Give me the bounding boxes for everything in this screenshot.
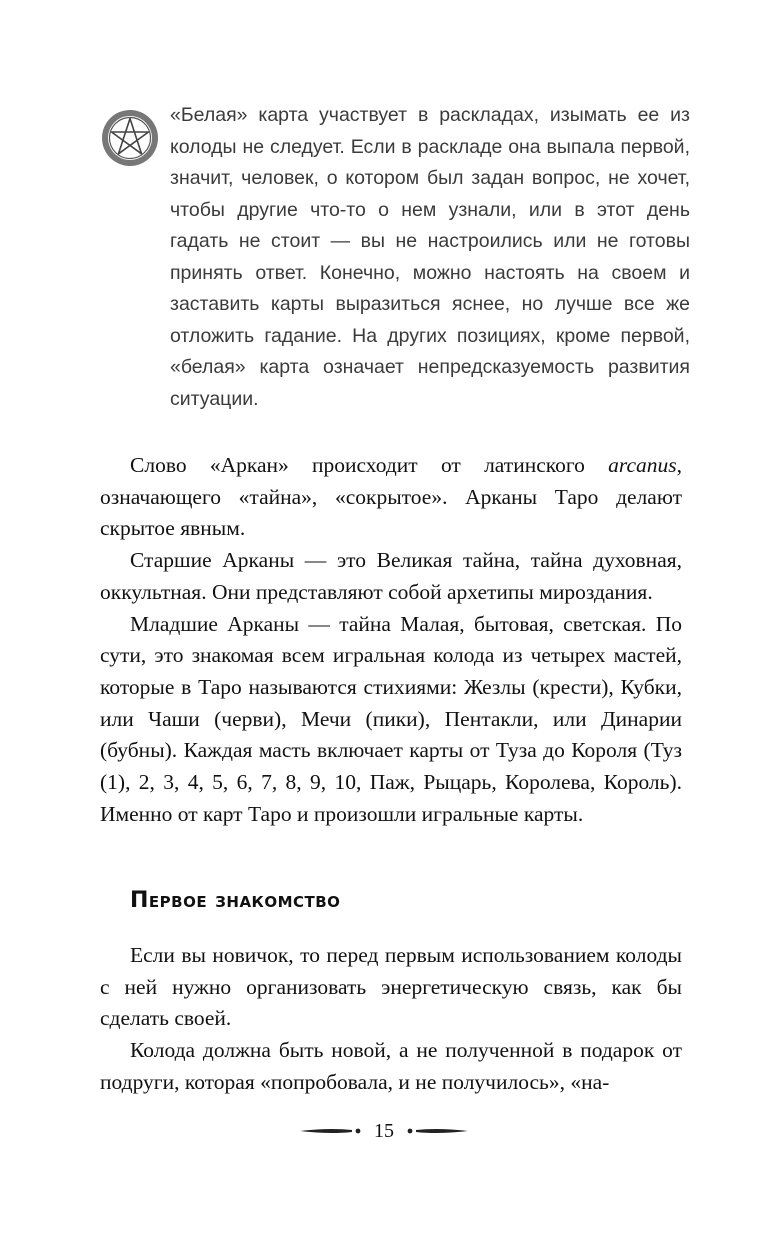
page-number: 15 bbox=[374, 1119, 394, 1142]
section-heading: Первое знакомство bbox=[130, 888, 341, 913]
paragraph-segment: , означающего «тайна», «сокрытое». Арканы Таро делают скрытое явным. bbox=[100, 453, 682, 541]
intro-text-block bbox=[100, 450, 682, 830]
paragraph-arcana-origin bbox=[100, 450, 682, 545]
right-ornament-icon bbox=[406, 1125, 468, 1137]
section-text-block bbox=[100, 940, 682, 1099]
pentacle-icon bbox=[100, 108, 160, 168]
latin-term: arcanus bbox=[608, 453, 677, 477]
paragraph-segment: Слово «Аркан» происходит от латинского bbox=[130, 453, 609, 477]
note-box bbox=[170, 100, 690, 415]
page-footer bbox=[0, 1116, 768, 1146]
left-ornament-icon bbox=[300, 1125, 362, 1137]
paragraph-newbie: Если вы новичок, то перед первым использованием колоды с ней нужно организовать энергетическую связь, как бы сделать своей. bbox=[100, 943, 682, 1031]
note-text: «Белая» карта участвует в раскладах, изымать ее из колоды не следует. Если в раскладе она выпала первой, значит, человек, о котором был задан вопрос, не хочет, чтобы другие что-то о нем узнали, или в этот день гадать не стоит — вы не настроились или не готовы принять ответ. Конечно, можно настоять на своем и заставить карты выразиться яснее, но лучше все же отложить гадание. На других позициях, кроме первой, «белая» карта означает непредсказуемость развития ситуации. bbox=[170, 104, 690, 410]
paragraph-new-deck: Колода должна быть новой, а не полученной в подарок от подруги, которая «попробовала, и не получилось», «на- bbox=[100, 1038, 682, 1094]
paragraph-major-arcana: Старшие Арканы — это Великая тайна, тайна духовная, оккультная. Они представляют собой архетипы мироздания. bbox=[100, 548, 682, 604]
paragraph-minor-arcana: Младшие Арканы — тайна Малая, бытовая, светская. По сути, это знакомая всем игральная колода из четырех мастей, которые в Таро называются стихиями: Жезлы (крести), Кубки, или Чаши (черви), Мечи (пики), Пентакли, или Динарии (бубны). Каждая масть включает карты от Туза до Короля (Туз (1), 2, 3, 4, 5, 6, 7, 8, 9, 10, Паж, Рыцарь, Королева, Король). Именно от карт Таро и произошли игральные карты. bbox=[100, 611, 682, 826]
